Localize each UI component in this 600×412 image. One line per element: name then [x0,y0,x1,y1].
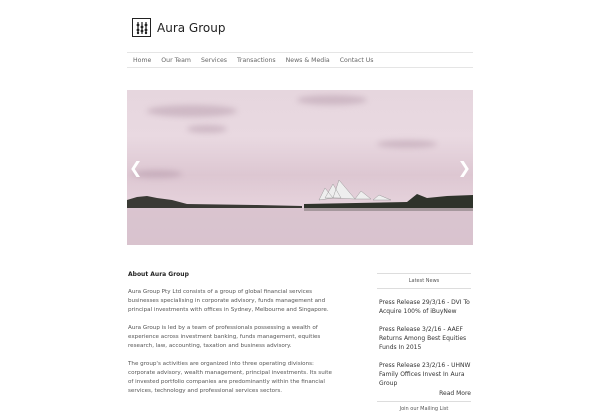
nav-our-team[interactable]: Our Team [161,56,191,64]
abacus-logo-icon [132,18,151,37]
harbour-skyline [127,90,473,245]
brand-name: Aura Group [157,20,226,35]
about-paragraph: The group's activities are organized into three operating divisions: corporate advisory, wealth management, principal investments. Its suite of invested portfolio companies are predominantly within the financial services, technology and professional services sectors. [128,361,332,394]
nav-services[interactable]: Services [200,56,228,64]
about-title: About Aura Group [128,271,189,278]
chevron-left-icon[interactable]: ❮ [129,158,143,177]
latest-news-sidebar [377,273,471,412]
nav-home[interactable]: Home [133,56,152,64]
nav-transactions[interactable]: Transactions [237,56,276,64]
hero-slider[interactable] [127,90,473,245]
nav-news-media[interactable]: News & Media [285,56,330,64]
mailing-list-title: Join our Mailing List [377,401,471,412]
main-nav [127,52,473,68]
nav-contact-us[interactable]: Contact Us [339,56,374,64]
read-more-link[interactable]: Read More [439,390,471,397]
latest-news-title: Latest News [377,273,471,289]
news-item[interactable]: Press Release 3/2/16 - AAEF Returns Among Best Equities Funds In 2015 [379,326,467,351]
chevron-right-icon[interactable]: ❯ [457,158,471,177]
about-paragraph: Aura Group is led by a team of professionals possessing a wealth of experience across investment banking, funds management, equities research, law, accounting, taxation and business advisory. [128,325,321,349]
news-item[interactable]: Press Release 23/2/16 - UHNW Family Offices Invest In Aura Group [379,362,471,387]
news-item[interactable]: Press Release 29/3/16 - DVI To Acquire 100% of iBuyNew [379,299,470,315]
about-paragraph: Aura Group Pty Ltd consists of a group of global financial services businesses specialising in corporate advisory, funds management and principal investments with offices in Sydney, Melbourne and Singapore. [128,289,329,313]
logo[interactable] [132,18,225,37]
about-section [128,270,338,405]
